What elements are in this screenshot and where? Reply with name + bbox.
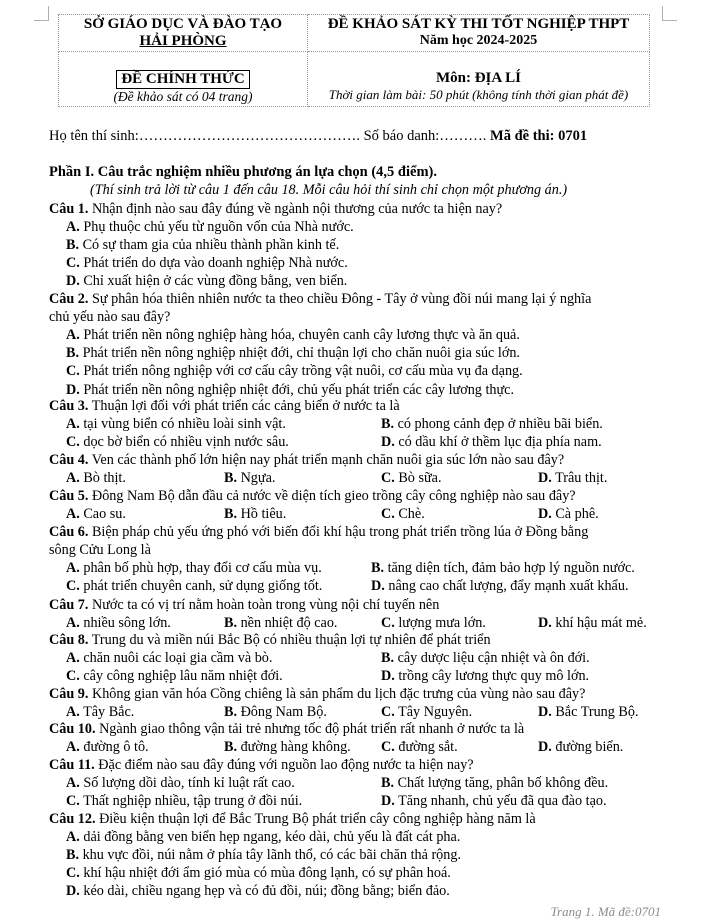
student-info [49,127,587,145]
option-text: đường hàng không. [240,739,351,756]
option-text: Tăng nhanh, chủ yếu đã qua đào tạo. [398,793,607,810]
question-9 [49,685,585,703]
option-b[interactable] [371,559,635,577]
option-text: Bò thịt. [83,470,126,487]
option-text: dọc bờ biển có nhiều vịnh nước sâu. [83,434,289,451]
option-a[interactable] [66,614,171,632]
question-text: Điều kiện thuận lợi để Bắc Trung Bộ phát triển cây công nghiệp hàng năm là [99,811,536,827]
question-text-cont: sông Cửu Long là [49,542,151,559]
student-id-field: Số báo danh:………. [363,128,487,144]
option-letter: B. [66,345,80,362]
exam-header [58,14,650,107]
option-a[interactable] [66,505,126,523]
option-text: Trâu thịt. [555,470,608,487]
option-letter: C. [66,578,80,595]
option-text: Tây Nguyên. [398,704,473,721]
option-b[interactable] [381,415,603,433]
question-number: Câu 2. [49,291,89,307]
option-text: Có sự tham gia của nhiều thành phần kinh tế. [82,237,340,254]
option-d[interactable] [381,433,602,451]
department-name: SỞ GIÁO DỤC VÀ ĐÀO TẠO [83,16,283,32]
question-text: Đông Nam Bộ dẫn đầu cả nước về diện tích gieo trồng cây công nghiệp nào sau đây? [91,488,576,504]
option-a[interactable] [66,218,354,236]
option-letter: C. [381,470,395,487]
question-text: Không gian văn hóa Cồng chiêng là sản phẩm du lịch đặc trưng của vùng nào sau đây? [91,686,586,702]
student-name-field: Họ tên thí sinh:………………………………………. [49,128,360,144]
option-letter: A. [66,775,80,792]
question-text: Biện pháp chủ yếu ứng phó với biến đổi khí hậu trong phát triển trồng lúa ở Đồng bằng [91,524,589,540]
option-letter: B. [381,416,395,433]
option-a[interactable] [66,415,286,433]
option-d[interactable] [381,792,607,810]
question-number: Câu 4. [49,452,89,468]
option-letter: C. [66,865,80,882]
question-number: Câu 12. [49,811,96,827]
option-text: phát triển chuyên canh, sử dụng giống tốt. [83,578,323,595]
question-2 [49,290,591,308]
question-3 [49,397,400,415]
option-c[interactable] [66,864,451,882]
question-number: Câu 9. [49,686,89,702]
option-a[interactable] [66,738,149,756]
official-stamp: ĐỀ CHÍNH THỨC [116,70,249,89]
question-8 [49,631,491,649]
option-text: phân bố phù hợp, thay đổi cơ cấu mùa vụ. [83,560,322,577]
header-left [59,15,308,52]
option-c[interactable] [381,703,472,721]
question-number: Câu 5. [49,488,89,504]
option-letter: C. [66,668,80,685]
header-left-bottom [59,52,308,107]
option-text: Bò sữa. [398,470,442,487]
header-right-bottom [308,52,650,107]
option-b[interactable] [381,649,590,667]
question-text: Trung du và miền núi Bắc Bộ có nhiều thuận lợi tự nhiên để phát triển [91,632,491,648]
option-c[interactable] [381,614,486,632]
option-letter: B. [66,847,80,864]
question-number: Câu 11. [49,757,95,773]
option-d[interactable] [538,505,599,523]
option-text: dải đồng bằng ven biển hẹp ngang, kéo dài, chủ yếu là đất cát pha. [83,829,461,846]
option-letter: B. [224,470,238,487]
option-letter: D. [66,883,80,900]
option-letter: D. [381,793,395,810]
option-text: trồng cây lương thực quy mô lớn. [398,668,590,685]
option-text: khí hậu nhiệt đới ẩm gió mùa có mùa đông lạnh, có sự phân hoá. [83,865,451,882]
question-number: Câu 6. [49,524,89,540]
option-b[interactable] [224,614,337,632]
option-text: Chè. [398,506,425,523]
option-d[interactable] [538,614,647,632]
option-letter: B. [66,237,80,254]
question-text: Sự phân hóa thiên nhiên nước ta theo chiều Đông - Tây ở vùng đồi núi mang lại ý nghĩa [91,291,592,307]
option-text: tại vùng biển có nhiều loài sinh vật. [83,416,286,433]
crop-mark-right [662,6,677,21]
option-text: có phong cảnh đẹp ở nhiều bãi biển. [397,416,603,433]
option-text: cây dược liệu cận nhiệt và ôn đới. [397,650,590,667]
option-d[interactable] [538,738,623,756]
option-letter: C. [66,434,80,451]
pages-note: (Đề khảo sát có 04 trang) [113,89,253,104]
question-7 [49,596,439,614]
question-11 [49,756,474,774]
option-letter: A. [66,739,80,756]
option-c[interactable] [66,433,289,451]
option-text: Cao su. [83,506,126,523]
option-c[interactable] [66,254,348,272]
option-b[interactable] [66,236,339,254]
option-c[interactable] [381,738,458,756]
option-c[interactable] [66,362,523,380]
question-text: Ven các thành phố lớn hiện nay phát triển mạnh chăn nuôi gia súc lớn nào sau đây? [91,452,565,468]
option-letter: D. [538,704,552,721]
option-b[interactable] [224,738,351,756]
question-number: Câu 7. [49,597,89,613]
option-letter: B. [224,704,238,721]
question-number: Câu 8. [49,632,89,648]
option-c[interactable] [381,469,442,487]
option-text: khí hậu mát mẻ. [555,615,647,632]
option-text: chăn nuôi các loại gia cầm và bò. [83,650,273,667]
question-text: Thuận lợi đối với phát triển các cảng biển ở nước ta là [91,398,400,414]
option-letter: B. [371,560,385,577]
exam-title: ĐỀ KHẢO SÁT KỲ THI TỐT NGHIỆP THPT [327,16,630,32]
option-letter: A. [66,615,80,632]
option-a[interactable] [66,828,460,846]
option-c[interactable] [66,577,322,595]
option-text: đường ô tô. [83,739,149,756]
option-text: tăng diện tích, đảm bảo hợp lý nguồn nước. [387,560,635,577]
time-note: Thời gian làm bài: 50 phút (không tính thời gian phát đề) [328,87,629,102]
question-text-cont: chủ yếu nào sau đây? [49,309,171,326]
option-b[interactable] [66,344,520,362]
option-d[interactable] [66,381,514,399]
option-text: Phát triển nền nông nghiệp nhiệt đới, chủ yếu phát triển các cây lương thực. [83,381,515,398]
option-letter: D. [538,739,552,756]
option-text: Số lượng dồi dào, tính kỉ luật rất cao. [83,775,295,792]
option-letter: A. [66,704,80,721]
city-name: HẢI PHÒNG [139,33,227,49]
school-year: Năm học 2024-2025 [419,33,538,48]
option-text: Đông Nam Bộ. [240,704,327,721]
option-text: cây công nghiệp lâu năm nhiệt đới. [83,668,283,685]
option-d[interactable] [538,703,639,721]
option-a[interactable] [66,649,272,667]
option-letter: C. [381,739,395,756]
option-letter: D. [371,578,385,595]
option-text: đường sắt. [398,739,458,756]
option-b[interactable] [381,774,608,792]
option-text: Thất nghiệp nhiều, tập trung ở đồi núi. [83,793,303,810]
option-letter: C. [66,363,80,380]
option-d[interactable] [381,667,589,685]
option-text: đường biển. [555,739,624,756]
option-letter: C. [381,704,395,721]
option-text: lượng mưa lớn. [398,615,486,632]
subject: Môn: ĐỊA LÍ [435,70,521,86]
option-text: Phát triển nền nông nghiệp hàng hóa, chuyên canh cây lương thực và ăn quả. [83,327,520,344]
option-text: Phụ thuộc chủ yếu từ nguồn vốn của Nhà nước. [83,219,354,236]
option-letter: D. [538,506,552,523]
question-number: Câu 1. [49,201,89,217]
option-b[interactable] [224,469,275,487]
option-letter: D. [538,615,552,632]
option-letter: C. [381,615,395,632]
option-text: Chất lượng tăng, phân bố không đều. [397,775,609,792]
option-b[interactable] [66,846,461,864]
option-text: Phát triển nông nghiệp với cơ cấu cây trồng vật nuôi, cơ cấu mùa vụ đa dạng. [83,363,523,380]
crop-mark-left [34,6,49,21]
question-6 [49,523,588,541]
option-a[interactable] [66,774,295,792]
option-a[interactable] [66,326,520,344]
option-letter: B. [381,650,395,667]
question-10 [49,720,524,738]
option-letter: C. [381,506,395,523]
option-d[interactable] [66,272,347,290]
option-text: Chỉ xuất hiện ở các vùng đồng bằng, ven biển. [83,273,348,290]
option-letter: D. [66,381,80,398]
exam-code: Mã đề thi: 0701 [490,128,588,144]
option-d[interactable] [538,469,607,487]
option-a[interactable] [66,559,322,577]
option-text: Cà phê. [555,506,599,523]
option-a[interactable] [66,469,126,487]
option-letter: D. [381,434,395,451]
question-text: Ngành giao thông vận tải trẻ nhưng tốc độ phát triển rất nhanh ở nước ta là [99,721,525,737]
option-text: có dầu khí ở thềm lục địa phía nam. [398,434,602,451]
option-letter: B. [224,615,238,632]
question-text: Đặc điểm nào sau đây đúng với nguồn lao động nước ta hiện nay? [98,757,474,773]
header-right [308,15,650,52]
option-text: nền nhiệt độ cao. [240,615,338,632]
option-letter: B. [381,775,395,792]
option-letter: A. [66,327,80,344]
option-letter: D. [381,668,395,685]
option-letter: A. [66,506,80,523]
option-letter: A. [66,416,80,433]
question-1 [49,200,502,218]
question-text: Nước ta có vị trí nằm hoàn toàn trong vùng nội chí tuyến nên [91,597,440,613]
question-5 [49,487,576,505]
option-text: Phát triển nền nông nghiệp nhiệt đới, chỉ thuận lợi cho chăn nuôi gia súc lớn. [82,345,520,362]
option-letter: C. [66,255,80,272]
option-letter: D. [538,470,552,487]
option-c[interactable] [381,505,425,523]
option-letter: C. [66,793,80,810]
page-footer: Trang 1. Mã đề:0701 [550,904,661,919]
question-number: Câu 10. [49,721,96,737]
option-letter: A. [66,470,80,487]
option-letter: A. [66,829,80,846]
option-text: Bắc Trung Bộ. [555,704,639,721]
option-d[interactable] [66,882,450,900]
option-text: Tây Bắc. [83,704,135,721]
option-letter: D. [66,273,80,290]
option-letter: A. [66,219,80,236]
option-d[interactable] [371,577,629,595]
option-text: Hồ tiêu. [240,506,287,523]
question-12 [49,810,536,828]
part1-instruction: (Thí sinh trả lời từ câu 1 đến câu 18. Mỗi câu hỏi thí sinh chỉ chọn một phương án.) [90,182,568,198]
option-c[interactable] [66,792,302,810]
option-c[interactable] [66,667,283,685]
option-b[interactable] [224,505,286,523]
option-text: nâng cao chất lượng, đẩy mạnh xuất khẩu. [388,578,629,595]
option-text: kéo dài, chiều ngang hẹp và có đủ đồi, núi; đồng bằng; biển đảo. [83,883,450,900]
question-text: Nhận định nào sau đây đúng về ngành nội thương của nước ta hiện nay? [91,201,503,217]
option-letter: A. [66,650,80,667]
option-letter: B. [224,739,238,756]
question-4 [49,451,564,469]
option-text: khu vực đồi, núi nằm ở phía tây lãnh thổ, có các bãi chăn thả rộng. [82,847,462,864]
option-text: Phát triển do dựa vào doanh nghiệp Nhà nước. [83,255,348,272]
option-letter: B. [224,506,238,523]
option-b[interactable] [224,703,327,721]
option-letter: A. [66,560,80,577]
part1-title: Phần I. Câu trắc nghiệm nhiều phương án lựa chọn (4,5 điểm). [49,164,437,180]
option-text: nhiều sông lớn. [83,615,171,632]
question-number: Câu 3. [49,398,89,414]
option-a[interactable] [66,703,134,721]
option-text: Ngựa. [240,470,276,487]
